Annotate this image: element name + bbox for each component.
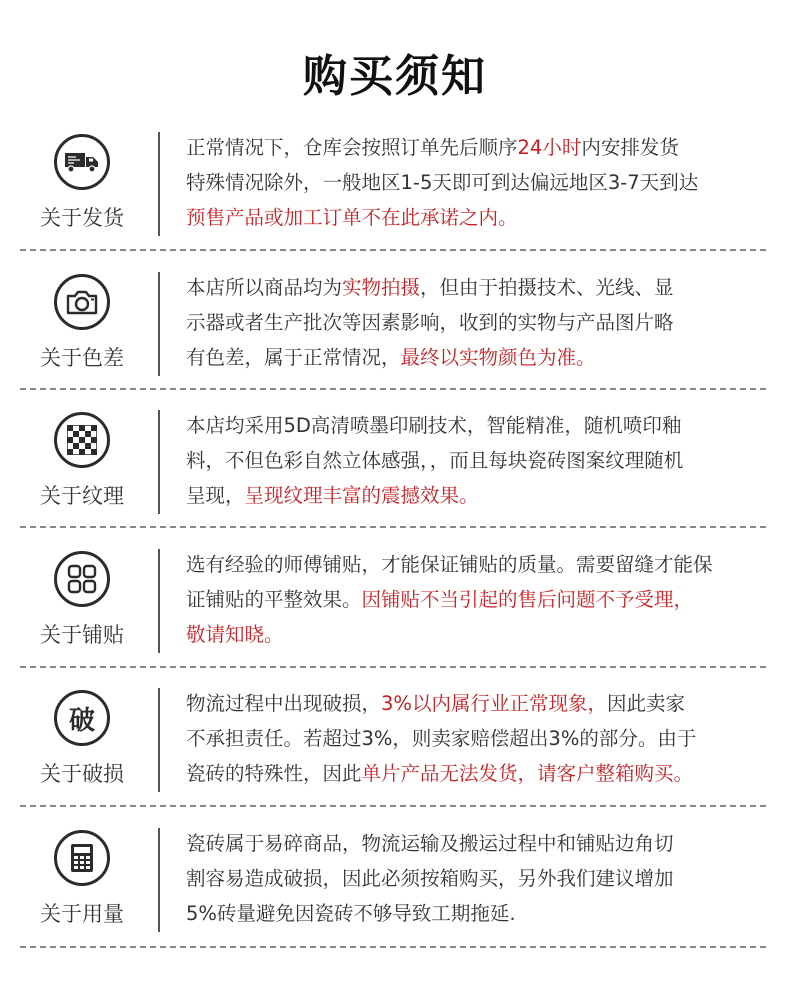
label-damage: 关于破损 xyxy=(40,762,124,786)
text-line: 瓷砖的特殊性，因此单片产品无法发货，请客户整箱购买。 xyxy=(186,762,694,785)
text-line: 证铺贴的平整效果。因铺贴不当引起的售后问题不予受理， xyxy=(186,588,694,611)
dashed-divider xyxy=(20,666,766,668)
label-color-difference: 关于色差 xyxy=(40,346,124,370)
text-line: 呈现，呈现纹理丰富的震撼效果。 xyxy=(186,484,479,507)
calculator-icon xyxy=(54,830,110,886)
broken-char-glyph: 破 xyxy=(68,705,95,736)
section-quantity xyxy=(0,824,790,936)
broken-char-icon xyxy=(54,690,110,746)
text-line: 预售产品或加工订单不在此承诺之内。 xyxy=(186,206,518,229)
section-text xyxy=(186,408,766,513)
divider-vertical xyxy=(158,828,160,932)
divider-vertical xyxy=(158,688,160,792)
section-text xyxy=(186,826,766,931)
truck-icon xyxy=(54,134,110,190)
divider-vertical xyxy=(158,410,160,514)
section-shipping xyxy=(0,128,790,240)
dashed-divider xyxy=(20,249,766,251)
section-text xyxy=(186,130,766,235)
divider-vertical xyxy=(158,272,160,376)
text-line: 示器或者生产批次等因素影响，收到的实物与产品图片略 xyxy=(186,311,674,334)
text-line: 敬请知晓。 xyxy=(186,623,284,646)
label-installation: 关于铺贴 xyxy=(40,623,124,647)
text-line: 选有经验的师傅铺贴，才能保证铺贴的质量。需要留缝才能保 xyxy=(186,553,713,576)
text-line: 本店均采用5D高清喷墨印刷技术，智能精准，随机喷印釉 xyxy=(186,414,682,437)
text-line: 5%砖量避免因瓷砖不够导致工期拖延. xyxy=(186,902,516,925)
section-text xyxy=(186,547,766,652)
label-shipping: 关于发货 xyxy=(40,206,124,230)
dashed-divider xyxy=(20,946,766,948)
section-color-difference xyxy=(0,268,790,380)
dashed-divider xyxy=(20,526,766,528)
section-text xyxy=(186,686,766,791)
text-line: 不承担责任。若超过3%，则卖家赔偿超出3%的部分。由于 xyxy=(186,727,697,750)
camera-icon xyxy=(54,274,110,330)
text-line: 正常情况下，仓库会按照订单先后顺序24小时内安排发货 xyxy=(186,136,679,159)
divider-vertical xyxy=(158,132,160,236)
text-line: 割容易造成破损，因此必须按箱购买，另外我们建议增加 xyxy=(186,867,674,890)
text-line: 物流过程中出现破损，3%以内属行业正常现象，因此卖家 xyxy=(186,692,685,715)
text-line: 本店所以商品均为实物拍摄，但由于拍摄技术、光线、显 xyxy=(186,276,674,299)
section-damage xyxy=(0,684,790,796)
text-line: 特殊情况除外，一般地区1-5天即可到达偏远地区3-7天到达 xyxy=(186,171,699,194)
page-title: 购买须知 xyxy=(303,51,487,102)
dashed-divider xyxy=(20,805,766,807)
dashed-divider xyxy=(20,388,766,390)
label-texture: 关于纹理 xyxy=(40,484,124,508)
section-texture xyxy=(0,406,790,518)
tiles-grid-icon xyxy=(54,551,110,607)
text-line: 料，不但色彩自然立体感强，，而且每块瓷砖图案纹理随机 xyxy=(186,449,684,472)
section-installation xyxy=(0,545,790,657)
label-quantity: 关于用量 xyxy=(40,902,124,926)
checkerboard-icon xyxy=(54,412,110,468)
text-line: 有色差，属于正常情况，最终以实物颜色为准。 xyxy=(186,346,596,369)
text-line: 瓷砖属于易碎商品，物流运输及搬运过程中和铺贴边角切 xyxy=(186,832,674,855)
section-text xyxy=(186,270,766,375)
divider-vertical xyxy=(158,549,160,653)
